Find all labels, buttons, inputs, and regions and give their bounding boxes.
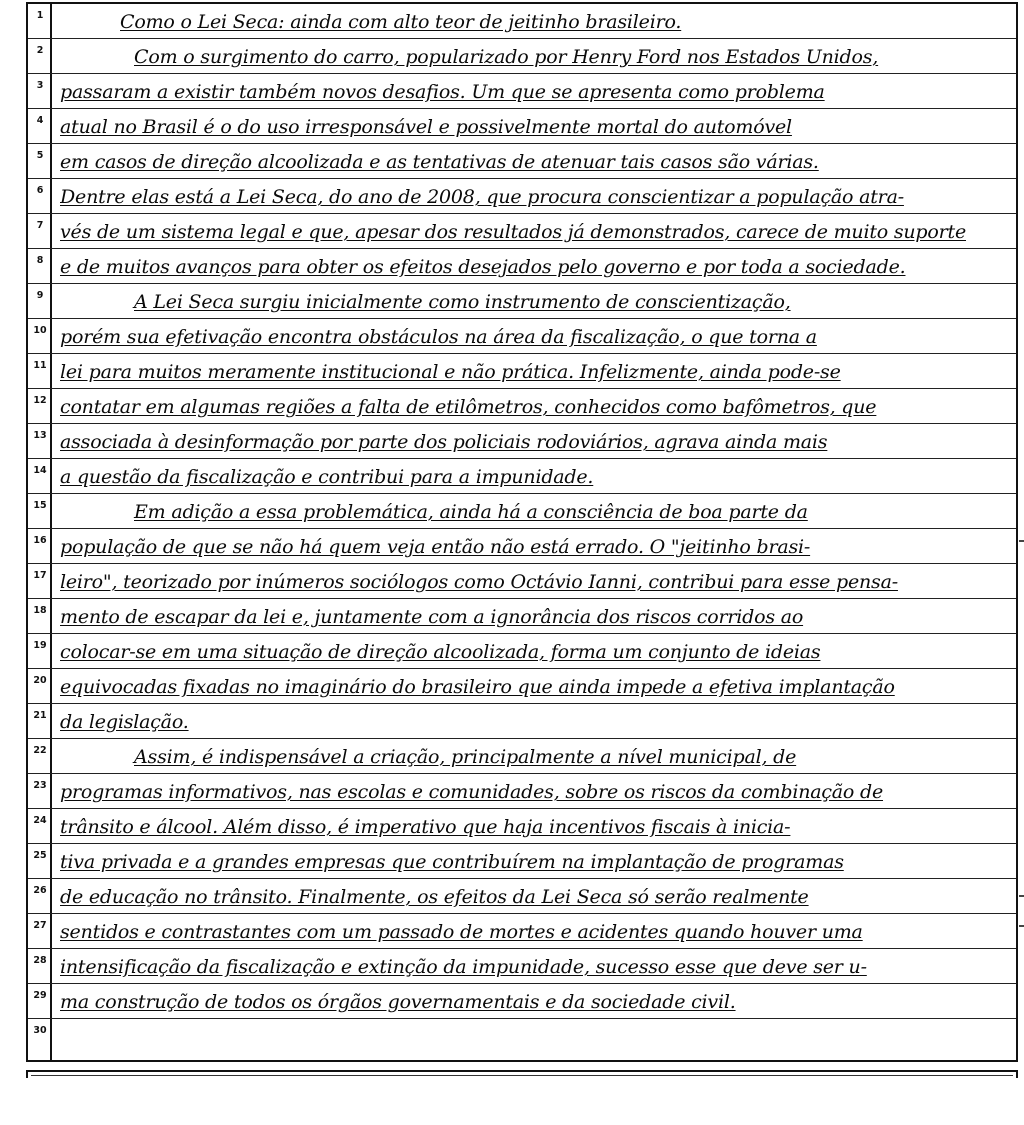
handwritten-text: Assim, é indispensável a criação, principalmente a nível municipal, de — [134, 746, 797, 768]
line-number: 9 — [36, 290, 44, 301]
line-number: 14 — [33, 465, 47, 476]
essay-line — [28, 949, 1016, 984]
handwritten-text: porém sua efetivação encontra obstáculos na área da fiscalização, o que torna a — [60, 326, 817, 348]
line-number: 26 — [33, 885, 47, 896]
essay-line — [28, 319, 1016, 354]
essay-line — [28, 4, 1016, 39]
essay-line — [28, 214, 1016, 249]
handwritten-text: associada à desinformação por parte dos policiais rodoviários, agrava ainda mais — [60, 431, 828, 453]
essay-line — [28, 459, 1016, 494]
handwritten-text: de educação no trânsito. Finalmente, os efeitos da Lei Seca só serão realmente — [60, 886, 809, 908]
handwritten-text: lei para muitos meramente institucional e não prática. Infelizmente, ainda pode-se — [60, 361, 841, 383]
handwritten-text: Dentre elas está a Lei Seca, do ano de 2008, que procura conscientizar a população atra- — [60, 186, 904, 208]
handwritten-text: a questão da fiscalização e contribui para a impunidade. — [60, 466, 594, 488]
margin-tick — [1019, 540, 1024, 542]
margin-tick — [1019, 895, 1024, 897]
handwritten-text: sentidos e contrastantes com um passado de mortes e acidentes quando houver uma — [60, 921, 863, 943]
essay-line — [28, 179, 1016, 214]
essay-line — [28, 249, 1016, 284]
essay-line — [28, 634, 1016, 669]
line-number: 7 — [36, 220, 44, 231]
line-number: 20 — [33, 675, 47, 686]
essay-line — [28, 774, 1016, 809]
margin-tick — [1019, 925, 1024, 927]
essay-line — [28, 669, 1016, 704]
line-number: 2 — [36, 45, 44, 56]
line-number: 16 — [33, 535, 47, 546]
handwritten-text: programas informativos, nas escolas e comunidades, sobre os riscos da combinação de — [60, 781, 884, 803]
handwritten-text: A Lei Seca surgiu inicialmente como instrumento de conscientização, — [134, 291, 791, 313]
essay-line — [28, 739, 1016, 774]
essay-line — [28, 74, 1016, 109]
essay-line — [28, 144, 1016, 179]
essay-line — [28, 389, 1016, 424]
essay-line — [28, 39, 1016, 74]
line-number: 30 — [33, 1025, 47, 1036]
handwritten-text: contatar em algumas regiões a falta de etilômetros, conhecidos como bafômetros, que — [60, 396, 877, 418]
handwritten-text: trânsito e álcool. Além disso, é imperativo que haja incentivos fiscais à inicia- — [60, 816, 791, 838]
essay-line — [28, 879, 1016, 914]
essay-line — [28, 564, 1016, 599]
handwritten-text: da legislação. — [60, 711, 189, 733]
handwritten-text: passaram a existir também novos desafios. Um que se apresenta como problema — [60, 81, 825, 103]
handwritten-text: tiva privada e a grandes empresas que contribuírem na implantação de programas — [60, 851, 844, 873]
line-number: 12 — [33, 395, 47, 406]
essay-line — [28, 529, 1016, 564]
handwritten-text: atual no Brasil é o do uso irresponsável e possivelmente mortal do automóvel — [60, 116, 792, 138]
handwritten-text: em casos de direção alcoolizada e as tentativas de atenuar tais casos são várias. — [60, 151, 819, 173]
essay-line — [28, 809, 1016, 844]
handwritten-text: e de muitos avanços para obter os efeitos desejados pelo governo e por toda a sociedade. — [60, 256, 906, 278]
essay-line — [28, 284, 1016, 319]
essay-line — [28, 984, 1016, 1019]
essay-line — [28, 914, 1016, 949]
line-number: 4 — [36, 115, 44, 126]
line-number: 19 — [33, 640, 47, 651]
essay-line — [28, 354, 1016, 389]
essay-line — [28, 494, 1016, 529]
essay-line — [28, 844, 1016, 879]
line-number: 18 — [33, 605, 47, 616]
line-number: 28 — [33, 955, 47, 966]
essay-title: Como o Lei Seca: ainda com alto teor de jeitinho brasileiro. — [120, 11, 682, 33]
handwritten-text: Em adição a essa problemática, ainda há a consciência de boa parte da — [134, 501, 808, 523]
line-number: 13 — [33, 430, 47, 441]
line-number: 22 — [33, 745, 47, 756]
footer-border — [26, 1070, 1018, 1078]
essay-line — [28, 1019, 1016, 1054]
line-number: 25 — [33, 850, 47, 861]
answer-sheet — [26, 2, 1018, 1062]
line-number: 10 — [33, 325, 47, 336]
handwritten-text: população de que se não há quem veja então não está errado. O "jeitinho brasi- — [60, 536, 811, 558]
line-number: 15 — [33, 500, 47, 511]
handwritten-text: ma construção de todos os órgãos governamentais e da sociedade civil. — [60, 991, 736, 1013]
handwritten-text: mento de escapar da lei e, juntamente com a ignorância dos riscos corridos ao — [60, 606, 804, 628]
handwritten-text: colocar-se em uma situação de direção alcoolizada, forma um conjunto de ideias — [60, 641, 821, 663]
handwritten-text: vés de um sistema legal e que, apesar dos resultados já demonstrados, carece de muito suporte — [60, 221, 966, 243]
essay-line — [28, 599, 1016, 634]
essay-line — [28, 704, 1016, 739]
line-number: 27 — [33, 920, 47, 931]
essay-line — [28, 424, 1016, 459]
line-number: 5 — [36, 150, 44, 161]
line-number: 17 — [33, 570, 47, 581]
line-number: 24 — [33, 815, 47, 826]
essay-line — [28, 109, 1016, 144]
handwritten-text — [60, 1022, 1010, 1053]
line-number: 23 — [33, 780, 47, 791]
line-number: 11 — [33, 360, 47, 371]
line-number: 21 — [33, 710, 47, 721]
handwritten-text: leiro", teorizado por inúmeros sociólogos como Octávio Ianni, contribui para esse pensa- — [60, 571, 898, 593]
line-number: 3 — [36, 80, 44, 91]
handwritten-text: intensificação da fiscalização e extinção da impunidade, sucesso esse que deve ser u- — [60, 956, 867, 978]
handwritten-text: equivocadas fixadas no imaginário do brasileiro que ainda impede a efetiva implantação — [60, 676, 895, 698]
line-number: 29 — [33, 990, 47, 1001]
handwritten-text: Com o surgimento do carro, popularizado por Henry Ford nos Estados Unidos, — [134, 46, 879, 68]
line-number: 8 — [36, 255, 44, 266]
line-number: 6 — [36, 185, 44, 196]
line-number: 1 — [36, 10, 44, 21]
